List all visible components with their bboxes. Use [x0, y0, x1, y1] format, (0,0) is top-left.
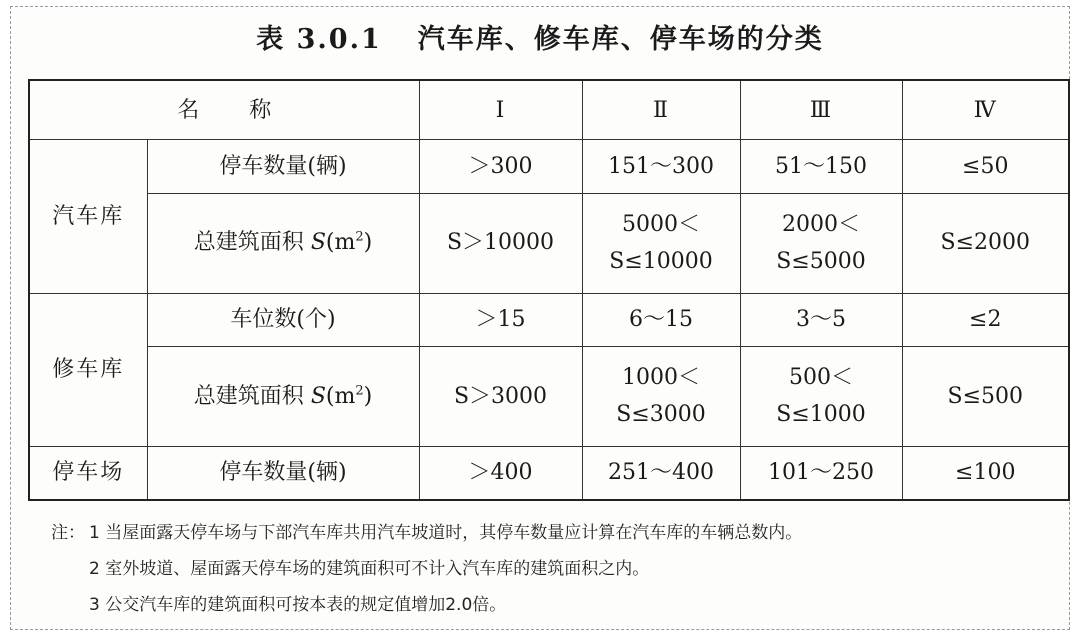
cell-line: 2000＜ — [782, 211, 861, 237]
table-cell — [582, 193, 740, 293]
cell-line: S＞10000 — [446, 230, 555, 256]
row-label-garage-count: 停车数量(辆) — [147, 140, 419, 193]
cell-line: S≤3000 — [616, 402, 706, 428]
note-item-2 — [51, 551, 802, 587]
table-title-text: 汽车库、修车库、停车场的分类 — [417, 24, 824, 55]
note-item-1 — [51, 515, 802, 551]
header-class-2: Ⅱ — [582, 80, 740, 140]
note-text: 1 当屋面露天停车场与下部汽车库共用汽车坡道时，其停车数量应计算在汽车库的车辆总数内。 — [89, 523, 803, 543]
classification-table — [28, 79, 1070, 501]
cell-line: 5000＜ — [622, 211, 701, 237]
table-row — [29, 346, 1069, 446]
row-label-parking-count: 停车数量(辆) — [147, 446, 419, 500]
table-cell: ＞300 — [419, 140, 582, 193]
cell-line: S≤10000 — [609, 249, 713, 275]
header-row — [29, 80, 1069, 140]
table-number: 表 3.0.1 — [256, 24, 382, 55]
table-cell — [740, 193, 902, 293]
cell-line: 1000＜ — [622, 364, 701, 390]
table-title — [11, 17, 1069, 56]
table-row — [29, 293, 1069, 346]
cell-line: 500＜ — [789, 364, 854, 390]
table-cell — [902, 346, 1069, 446]
table-cell: ≤50 — [902, 140, 1069, 193]
area-label-unit-close: ) — [363, 383, 373, 409]
header-class-4: Ⅳ — [902, 80, 1069, 140]
table-cell: ＞15 — [419, 293, 582, 346]
area-label-unit: (m — [325, 230, 356, 256]
cell-line: S≤2000 — [940, 230, 1031, 256]
category-repair: 修车库 — [29, 293, 147, 446]
table-row — [29, 446, 1069, 500]
area-label-prefix: 总建筑面积 — [193, 383, 304, 409]
header-class-3: Ⅲ — [740, 80, 902, 140]
document-page — [10, 6, 1070, 630]
row-label-repair-count: 车位数(个) — [147, 293, 419, 346]
table-cell — [419, 193, 582, 293]
row-label-garage-area — [147, 193, 419, 293]
row-label-repair-area — [147, 346, 419, 446]
table-cell: 3～5 — [740, 293, 902, 346]
notes-label: 注： — [51, 523, 85, 543]
table-cell: 6～15 — [582, 293, 740, 346]
note-text: 3 公交汽车库的建筑面积可按本表的规定值增加2.0倍。 — [89, 595, 507, 615]
area-label-var: S — [310, 230, 326, 256]
cell-line: S＞3000 — [453, 383, 548, 409]
table-cell: 51～150 — [740, 140, 902, 193]
note-item-3 — [51, 587, 802, 623]
area-label-unit: (m — [325, 383, 356, 409]
table-notes — [51, 515, 802, 623]
area-label-var: S — [310, 383, 326, 409]
category-garage: 汽车库 — [29, 140, 147, 293]
table-cell — [902, 193, 1069, 293]
table-cell — [582, 346, 740, 446]
category-parking: 停车场 — [29, 446, 147, 500]
table-row — [29, 193, 1069, 293]
table-cell: ≤2 — [902, 293, 1069, 346]
cell-line: S≤5000 — [776, 249, 866, 275]
cell-line: S≤1000 — [776, 402, 866, 428]
area-label-unit-close: ) — [363, 230, 373, 256]
area-label-sup: 2 — [355, 383, 364, 399]
cell-line: S≤500 — [947, 383, 1024, 409]
area-label-prefix: 总建筑面积 — [193, 230, 304, 256]
table-cell: 101～250 — [740, 446, 902, 500]
area-label-sup: 2 — [355, 230, 364, 246]
table-cell: ≤100 — [902, 446, 1069, 500]
table-row — [29, 140, 1069, 193]
table-cell: ＞400 — [419, 446, 582, 500]
header-name-cell: 名称 — [29, 80, 419, 140]
note-text: 2 室外坡道、屋面露天停车场的建筑面积可不计入汽车库的建筑面积之内。 — [89, 559, 650, 579]
header-class-1: Ⅰ — [419, 80, 582, 140]
table-cell — [740, 346, 902, 446]
table-cell: 251～400 — [582, 446, 740, 500]
table-cell: 151～300 — [582, 140, 740, 193]
table-cell — [419, 346, 582, 446]
